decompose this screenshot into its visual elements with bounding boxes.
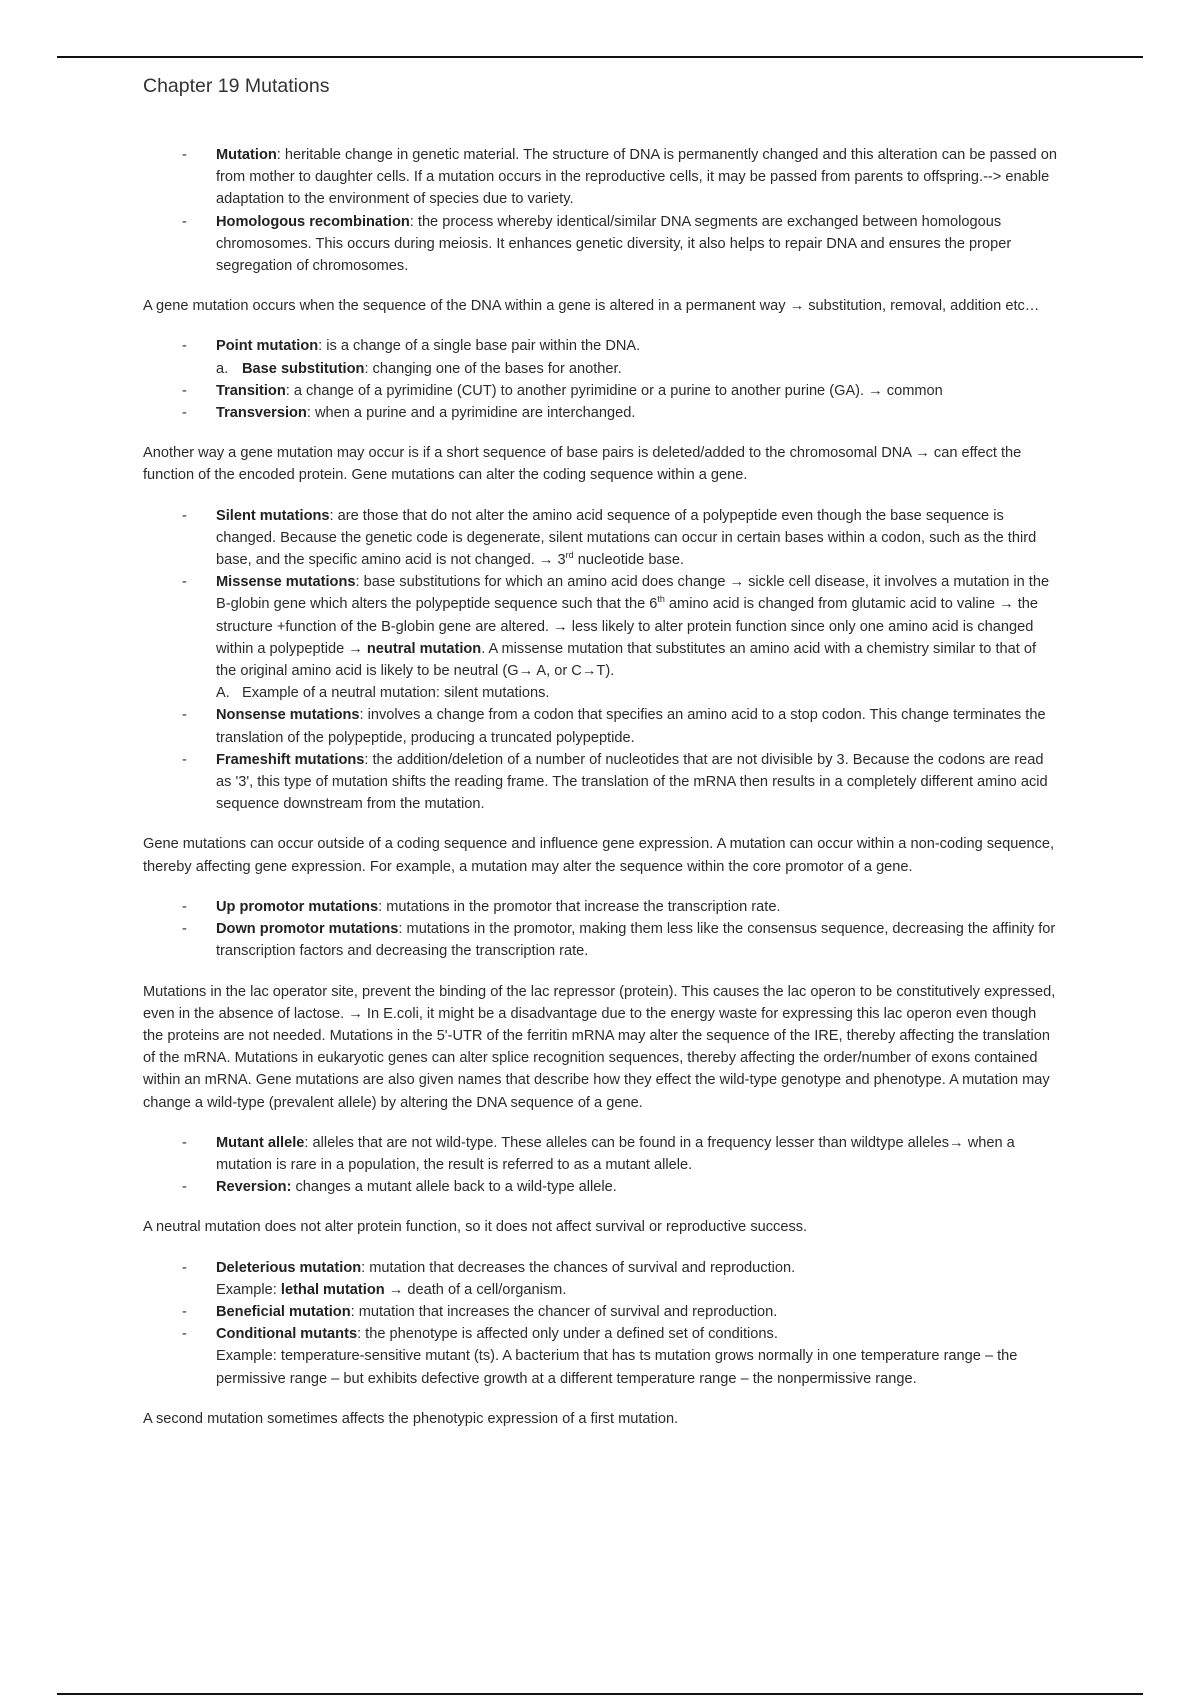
definition: : base substitutions for which an amino acid does change → sickle cell disease, it involves a mutation in the B-globin gene which alters the polypeptide sequence such that the 6 bbox=[216, 574, 1050, 613]
term: Beneficial mutation bbox=[216, 1303, 351, 1320]
list-item bbox=[143, 1257, 1058, 1301]
coding-mutation-list bbox=[143, 505, 1058, 816]
list-item bbox=[143, 704, 1058, 748]
definition-mid: amino acid is changed from glutamic acid to valine → the structure +function of the B-globin gene are altered. → less likely to alter protein function since only one amino acid is changed within a polypeptide → bbox=[216, 596, 1039, 657]
sub-item bbox=[216, 682, 1058, 704]
term: Silent mutations bbox=[216, 507, 330, 524]
example-prefix: Example: bbox=[216, 1281, 281, 1298]
term: lethal mutation bbox=[280, 1281, 385, 1298]
definition-tail: nucleotide base. bbox=[573, 552, 685, 569]
definition: : mutations in the promotor that increase the transcription rate. bbox=[378, 898, 781, 915]
term: Mutant allele bbox=[216, 1134, 305, 1151]
definition: : heritable change in genetic material. The structure of DNA is permanently changed and this alteration can be passed on from mother to daughter cells. If a mutation occurs in the reproductive cells, it may be passed from parents to offspring.--> enable adaptation to the environment of species due to variety. bbox=[216, 147, 1057, 208]
definition: : the phenotype is affected only under a defined set of conditions. bbox=[357, 1326, 778, 1343]
list-item bbox=[143, 749, 1058, 816]
document-body bbox=[143, 144, 1058, 1448]
sub-marker: A. bbox=[216, 685, 230, 702]
paragraph: A gene mutation occurs when the sequence of the DNA within a gene is altered in a permanent way → substitution, removal, addition etc… bbox=[143, 298, 1040, 315]
list-item bbox=[143, 1323, 1058, 1390]
list-item bbox=[143, 571, 1058, 704]
list-item bbox=[143, 896, 1058, 918]
paragraph: A second mutation sometimes affects the phenotypic expression of a first mutation. bbox=[143, 1410, 679, 1427]
header-rule bbox=[57, 56, 1143, 58]
list-item bbox=[143, 380, 1058, 402]
superscript: th bbox=[657, 594, 665, 605]
definition: : involves a change from a codon that specifies an amino acid to a stop codon. This change terminates the translation of the polypeptide, producing a truncated polypeptide. bbox=[216, 707, 1046, 746]
list-item bbox=[143, 335, 1058, 379]
effect-mutation-list bbox=[143, 1257, 1058, 1390]
definition: changes a mutant allele back to a wild-type allele. bbox=[291, 1179, 617, 1196]
term: Transversion bbox=[216, 405, 307, 422]
list-item bbox=[143, 918, 1058, 962]
term: Deleterious mutation bbox=[216, 1259, 362, 1276]
list-item bbox=[143, 505, 1058, 572]
definition: : are those that do not alter the amino acid sequence of a polypeptide even though the base sequence is changed. Because the genetic code is degenerate, silent mutations can occur in certain bases within a codon, such as the third base, and the specific amino acid is not changed. → 3 bbox=[216, 507, 1037, 569]
term: Frameshift mutations bbox=[216, 751, 365, 768]
promotor-mutation-list bbox=[143, 896, 1058, 963]
example-line bbox=[216, 1279, 1058, 1301]
allele-list bbox=[143, 1132, 1058, 1199]
term: Reversion: bbox=[216, 1179, 292, 1196]
list-item bbox=[143, 402, 1058, 424]
list-item bbox=[143, 211, 1058, 278]
point-mutation-list bbox=[143, 335, 1058, 424]
list-item bbox=[143, 144, 1058, 211]
definition: : mutation that increases the chancer of survival and reproduction. bbox=[350, 1303, 778, 1320]
term: Conditional mutants bbox=[216, 1326, 358, 1343]
definitions-list bbox=[143, 144, 1058, 277]
footer-rule bbox=[57, 1693, 1143, 1695]
definition: : when a purine and a pyrimidine are interchanged. bbox=[306, 405, 636, 422]
definition: : the process whereby identical/similar DNA segments are exchanged between homologous chromosomes. This occurs during meiosis. It enhances genetic diversity, it also helps to repair DNA and ensures the proper segregation of chromosomes. bbox=[216, 213, 1012, 275]
paragraph: A neutral mutation does not alter protein function, so it does not affect survival or reproductive success. bbox=[143, 1219, 808, 1236]
definition: → death of a cell/organism. bbox=[384, 1281, 567, 1298]
term: Mutation bbox=[216, 147, 277, 163]
definition: : is a change of a single base pair within the DNA. bbox=[318, 338, 641, 355]
term: Point mutation bbox=[216, 338, 319, 355]
list-item bbox=[143, 1132, 1058, 1176]
paragraph: Another way a gene mutation may occur is if a short sequence of base pairs is deleted/added to the chromosomal DNA → can effect the function of the encoded protein. Gene mutations can alter the coding sequence within a gene. bbox=[143, 445, 1022, 484]
example-line: Example: temperature-sensitive mutant (ts). A bacterium that has ts mutation grows normally in one temperature range – the permissive range – but exhibits defective growth at a different temperature range – the nonpermissive range. bbox=[216, 1348, 1018, 1387]
definition: : the addition/deletion of a number of nucleotides that are not divisible by 3. Because the codons are read as '3', this type of mutation shifts the reading frame. The translation of the mRNA then results in a completely different amino acid sequence downstream from the mutation. bbox=[216, 751, 1048, 813]
term: Up promotor mutations bbox=[216, 898, 379, 915]
term: Base substitution bbox=[242, 360, 365, 377]
definition: : alleles that are not wild-type. These alleles can be found in a frequency lesser than wildtype alleles→ when a mutation is rare in a population, the result is referred to as a mutant allele. bbox=[216, 1134, 1015, 1173]
definition-tail: . A missense mutation that substitutes an amino acid with a chemistry similar to that of the original amino acid is likely to be neutral (G→ A, or C→T). bbox=[216, 640, 1037, 680]
definition: : a change of a pyrimidine (CUT) to another pyrimidine or a purine to another purine (GA). → common bbox=[285, 382, 943, 399]
term: neutral mutation bbox=[366, 640, 482, 657]
page-title: Chapter 19 Mutations bbox=[143, 75, 330, 97]
term: Transition bbox=[216, 382, 286, 399]
list-item bbox=[143, 1301, 1058, 1323]
definition: : changing one of the bases for another. bbox=[364, 360, 622, 377]
definition: Example of a neutral mutation: silent mutations. bbox=[242, 685, 550, 702]
term: Homologous recombination bbox=[216, 213, 410, 230]
sub-marker: a. bbox=[216, 360, 229, 377]
term: Nonsense mutations bbox=[216, 707, 360, 724]
sub-item bbox=[216, 358, 1058, 380]
paragraph: Gene mutations can occur outside of a coding sequence and influence gene expression. A mutation can occur within a non-coding sequence, thereby affecting gene expression. For example, a mutation may alter the sequence within the core promotor of a gene. bbox=[143, 836, 1055, 875]
superscript: rd bbox=[565, 550, 574, 561]
definition: : mutations in the promotor, making them less like the consensus sequence, decreasing the affinity for transcription factors and decreasing the transcription rate. bbox=[216, 921, 1056, 960]
list-item bbox=[143, 1176, 1058, 1198]
term: Down promotor mutations bbox=[216, 921, 399, 938]
definition: : mutation that decreases the chances of survival and reproduction. bbox=[361, 1259, 796, 1276]
paragraph: Mutations in the lac operator site, prevent the binding of the lac repressor (protein). This causes the lac operon to be constitutively expressed, even in the absence of lactose. → In E.coli, it might be a disadvantage due to the energy waste for expressing this lac operon even though the proteins are not needed. Mutations in the 5'-UTR of the ferritin mRNA may alter the sequence of the IRE, thereby affecting the translation of the mRNA. Mutations in eukaryotic genes can alter splice recognition sequences, thereby affecting the order/number of exons contained within an mRNA. Gene mutations are also given names that describe how they effect the wild-type genotype and phenotype. A mutation may change a wild-type (prevalent allele) by altering the DNA sequence of a gene. bbox=[143, 983, 1056, 1111]
term: Missense mutations bbox=[216, 574, 356, 591]
